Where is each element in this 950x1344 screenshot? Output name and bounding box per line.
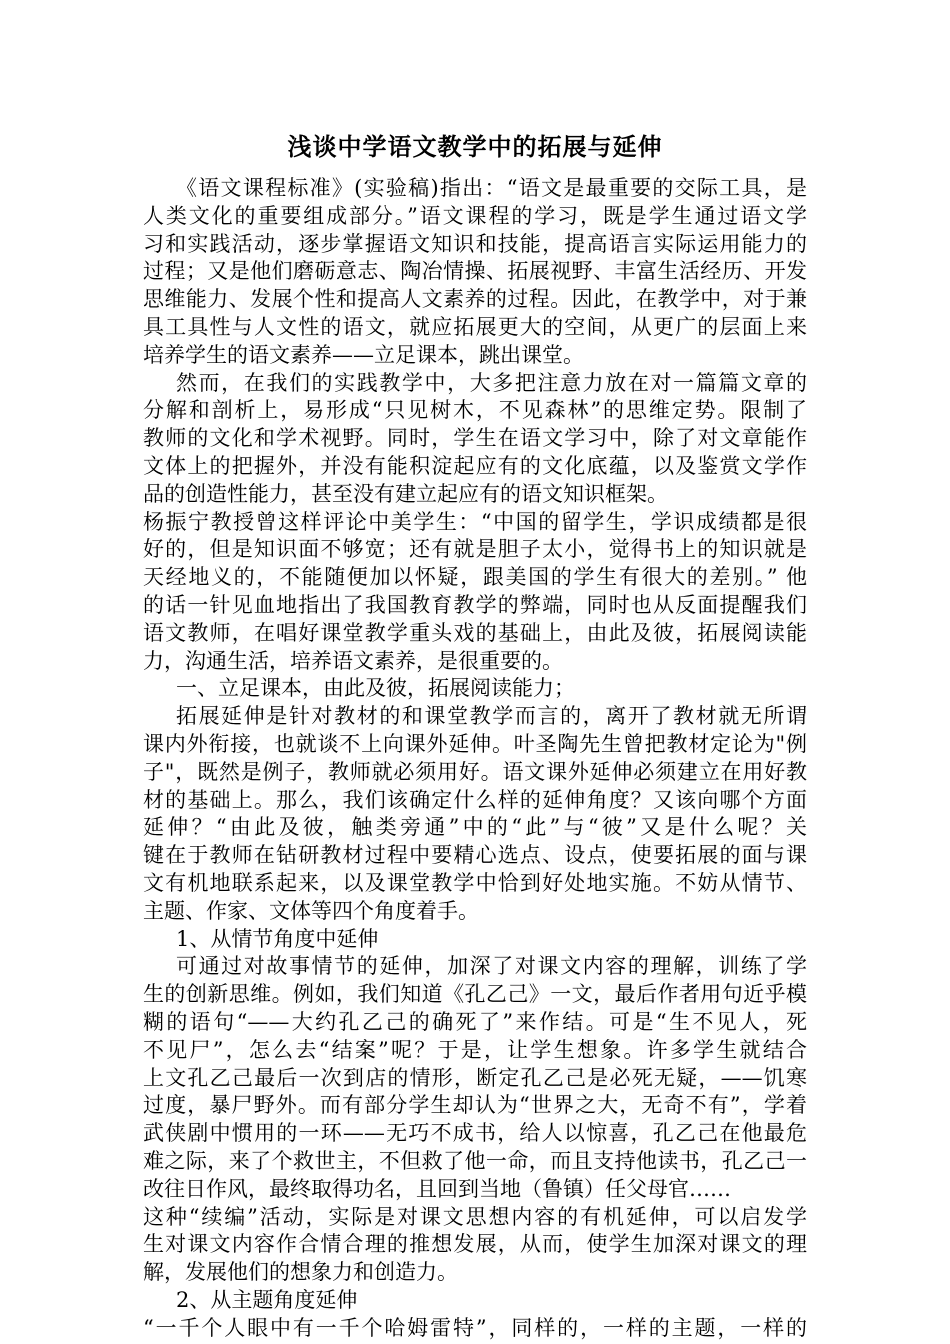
text-line: 这种“续编”活动，实际是对课文思想内容的有机延伸，可以启发学: [143, 1204, 807, 1229]
text-line: 过程；又是他们磨砺意志、陶冶情操、拓展视野、丰富生活经历、开发: [143, 259, 807, 284]
text-line: 生的创新思维。例如，我们知道《孔乙己》一文，最后作者用句近乎模: [143, 982, 807, 1007]
text-line: 不见尸”，怎么去“结案”呢？于是，让学生想象。许多学生就结合: [143, 1037, 807, 1062]
text-line: 品的创造性能力，甚至没有建立起应有的语文知识框架。: [143, 481, 668, 506]
text-line: 糊的语句“——大约孔乙己的确死了”来作结。可是“生不见人，死: [143, 1010, 807, 1034]
text-line: 材的基础上。那么，我们该确定什么样的延伸角度？又该向哪个方面: [143, 787, 807, 812]
text-line: 上文孔乙己最后一次到店的情形，断定孔乙己是必死无疑，——饥寒: [143, 1065, 807, 1090]
text-line: 键在于教师在钻研教材过程中要精心选点、设点，使要拓展的面与课: [143, 843, 807, 868]
text-line: 人类文化的重要组成部分。”语文课程的学习，既是学生通过语文学: [143, 203, 807, 228]
text-line: 好的，但是知识面不够宽；还有就是胆子太小，觉得书上的知识就是: [143, 537, 807, 562]
text-line: 培养学生的语文素养——立足课本，跳出课堂。: [143, 342, 584, 367]
text-line: “一千个人眼中有一千个哈姆雷特”，同样的，一样的主题，一样的: [143, 1315, 807, 1340]
section-heading: 1、从情节角度中延伸: [176, 926, 379, 951]
text-line: 课内外衔接，也就谈不上向课外延伸。叶圣陶先生曾把教材定论为"例: [143, 732, 807, 756]
text-line: 难之际，来了个救世主，不但救了他一命，而且支持他读书，孔乙己一: [143, 1149, 807, 1173]
text-line: 可通过对故事情节的延伸，加深了对课文内容的理解，训练了学: [176, 954, 807, 979]
section-heading: 一、立足课本，由此及彼，拓展阅读能力；: [176, 676, 575, 701]
text-line: 分解和剖析上，易形成“只见树木，不见森林”的思维定势。限制了: [143, 398, 807, 423]
text-line: 拓展延伸是针对教材的和课堂教学而言的，离开了教材就无所谓: [176, 704, 807, 729]
document-title: 浅谈中学语文教学中的拓展与延伸: [287, 132, 663, 161]
text-line: 思维能力、发展个性和提高人文素养的过程。因此，在教学中，对于兼: [143, 287, 807, 312]
text-line: 天经地义的，不能随便加以怀疑，跟美国的学生有很大的差别。” 他: [143, 565, 807, 590]
text-line: 习和实践活动，逐步掌握语文知识和技能，提高语言实际运用能力的: [143, 231, 807, 256]
text-line: 的话一针见血地指出了我国教育教学的弊端，同时也从反面提醒我们: [143, 593, 807, 617]
text-line: 子"，既然是例子，教师就必须用好。语文课外延伸必须建立在用好教: [143, 759, 807, 784]
section-heading: 2、从主题角度延伸: [176, 1288, 358, 1312]
text-line: 主题、作家、文体等四个角度着手。: [143, 898, 479, 923]
text-line: 文体上的把握外，并没有能积淀起应有的文化底蕴，以及鉴赏文学作: [143, 454, 807, 478]
text-line: 过度，暴尸野外。而有部分学生却认为“世界之大，无奇不有”，学着: [143, 1093, 807, 1118]
text-line: 具工具性与人文性的语文，就应拓展更大的空间，从更广的层面上来: [143, 315, 807, 339]
text-line: 《语文课程标准》(实验稿)指出：“语文是最重要的交际工具，是: [176, 176, 807, 200]
text-line: 语文教师，在唱好课堂教学重头戏的基础上，由此及彼，拓展阅读能: [143, 620, 807, 645]
text-line: 文有机地联系起来，以及课堂教学中恰到好处地实施。不妨从情节、: [143, 871, 807, 895]
text-line: 改往日作风，最终取得功名，且回到当地（鲁镇）任父母官……: [143, 1176, 731, 1201]
text-line: 力，沟通生活，培养语文素养，是很重要的。: [143, 648, 563, 673]
text-line: 生对课文内容作合情合理的推想发展，从而，使学生加深对课文的理: [143, 1232, 807, 1257]
text-line: 教师的文化和学术视野。同时，学生在语文学习中，除了对文章能作: [143, 426, 807, 451]
text-line: 然而，在我们的实践教学中，大多把注意力放在对一篇篇文章的: [176, 370, 807, 395]
text-line: 武侠剧中惯用的一环——无巧不成书，给人以惊喜，孔乙己在他最危: [143, 1121, 807, 1146]
text-line: 延伸？“由此及彼，触类旁通”中的“此”与“彼”又是什么呢？关: [143, 815, 807, 840]
text-line: 解，发展他们的想象力和创造力。: [143, 1260, 458, 1285]
text-line: 杨振宁教授曾这样评论中美学生：“中国的留学生，学识成绩都是很: [143, 509, 807, 534]
